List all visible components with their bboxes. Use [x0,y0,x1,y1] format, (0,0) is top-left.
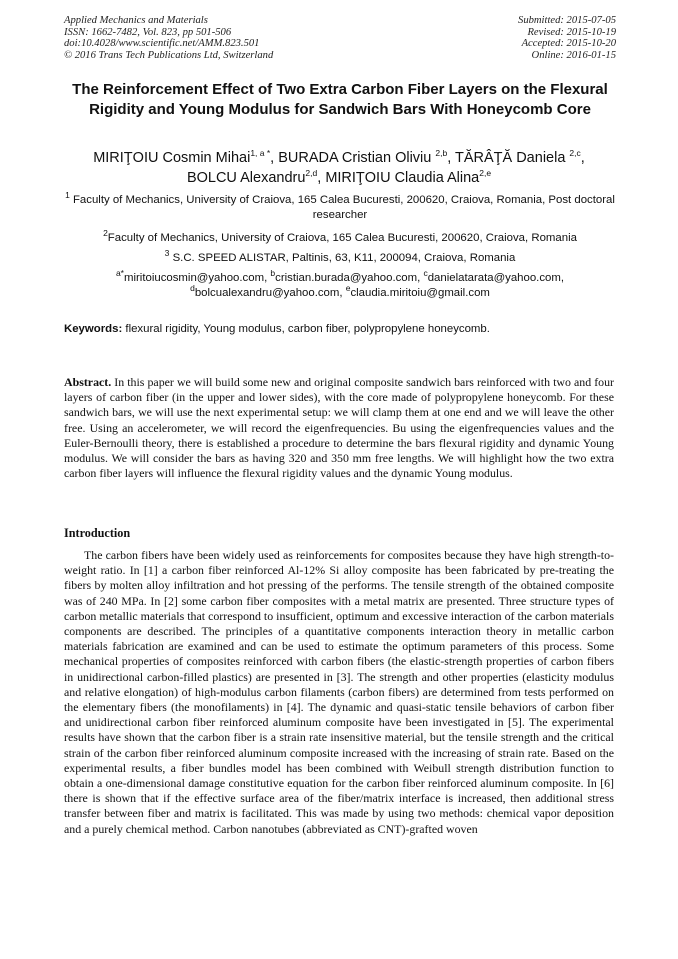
affiliation-number: 1 [65,190,70,201]
date-accepted: Accepted: 2015-10-20 [521,38,616,50]
author-name: MIRIŢOIU Cosmin Mihai [93,150,251,166]
author-name: MIRIŢOIU Claudia Alina [325,170,480,186]
affiliation-text: Faculty of Mechanics, University of Craiova, 165 Calea Bucuresti, 200620, Craiova, Romania [107,232,577,244]
journal-copyright: © 2016 Trans Tech Publications Ltd, Switzerland [64,49,274,61]
author-affiliation-mark: 1, a * [250,148,271,159]
date-submitted: Submitted: 2015-07-05 [518,15,616,26]
author-line-1 [40,148,638,168]
keywords-text: flexural rigidity, Young modulus, carbon fiber, polypropylene honeycomb. [122,323,490,335]
email-line-1 [64,268,616,286]
affiliation-1 [64,190,616,223]
journal-header-right [518,15,616,61]
author-name: BURADA Cristian Oliviu [278,150,436,166]
email-address: cristian.burada@yahoo.com, [275,272,424,284]
journal-header-left [64,15,273,61]
abstract [64,375,614,481]
abstract-label: Abstract. [64,375,112,389]
email-mark: e [345,282,351,293]
author-affiliation-mark: 2,b [435,148,448,159]
affiliation-number: 2 [103,228,108,239]
author-separator: , [270,150,279,166]
introduction-paragraph: The carbon fibers have been widely used as reinforcements for composites because they have high strength-to-weight ratio. In [1] a carbon fiber reinforced Al-12% Si alloy composite has been fabricated by pre-treating the fibers by molten alloy infiltration and hot pressing of the performs. The tensile strength of the obtained composite was of 240 MPa. In [2] some carbon fiber composites with a metal matrix are presented. Three structure types of carbon metallic materials that correspond to insufficient, optimum and excessive interaction of the carbon materials components are described. The principles of a quantitative components interaction theory in metallic carbon materials fabrication are examined and can be used to estimate the optimum parameters of this process. Some mechanical properties of composites reinforced with carbon fibers (the elastic-strength properties of carbon fibers in unidirectional carbon-filled plastics) are presented in [3]. The strength and other properties (elasticity modulus and relative elongation) of high-modulus carbon filaments (carbon fibers) are determined from tests performed on the elementary fibers (the monofilaments) in [4]. The dynamic and quasi-static tensile behaviors of carbon fiber and unidirectional carbon fiber reinforced aluminum composite have been investigated in [5]. The experimental results have shown that the carbon fiber is a strain rate insensitive material, but the tensile strength and the critical strain of the carbon fiber reinforced aluminum composite increased with the increasing of strain rate. Based on the experimental results, a fiber bundles model has been combined with Weibull strength distribution function to obtain a one-dimensional damage constitutive equation for the carbon fiber reinforced aluminum composite. In [6] there is shown that if the effective surface area of the fiber/matrix interface is increased, then additional stress transfer between fiber and matrix is facilitated. This was made by using two methods: chemical vapor deposition and a purely chemical method. Carbon nanotubes (abbreviated as CNT)-grafted woven [64,548,614,836]
date-revised: Revised: 2015-10-19 [527,26,616,38]
abstract-text: In this paper we will build some new and original composite sandwich bars reinforced with two and four layers of carbon fiber (in the upper and lower sides), with the core made of polypropylene honeycomb. For these sandwich bars, we will use the next experimental setup: we will clamp them at one end and we will leave the other free. Using an accelerometer, we will record the eigenfrequencies. Bu using the eigenfrequencies values and the Euler-Bernoulli theory, there is established a procedure to determine the bars flexural rigidity and dynamic Young modulus. We will consider the bars as having 320 and 350 mm free lengths. We will highlight how the two extra carbon fiber layers will influence the flexural rigidity values and the dynamic Young modulus. [64,375,614,481]
journal-doi: doi:10.4028/www.scientific.net/AMM.823.501 [64,38,260,50]
journal-issn: ISSN: 1662-7482, Vol. 823, pp 501-506 [64,26,232,38]
affiliation-number: 3 [164,248,170,259]
email-mark: d [190,282,195,293]
email-address: claudia.miritoiu@gmail.com [350,286,490,299]
journal-name: Applied Mechanics and Materials [64,15,208,26]
date-online: Online: 2016-01-15 [531,49,616,61]
affiliation-3 [64,248,616,266]
email-address: bolcualexandru@yahoo.com, [194,286,346,299]
affiliation-text: Faculty of Mechanics, University of Craiova, 165 Calea Bucuresti, 200620, Craiova, Romania, Post doctoral researcher [69,194,615,221]
affiliation-2 [64,228,616,246]
email-line-2 [64,282,616,301]
author-line-2 [40,168,638,188]
author-affiliation-mark: 2,e [479,168,492,179]
email-mark: b [270,268,276,279]
author-separator: , [447,150,455,166]
email-address: danielatarata@yahoo.com, [427,272,565,284]
author-separator: , [580,150,585,166]
email-mark: a* [115,268,124,279]
author-name: BOLCU Alexandru [186,170,306,186]
author-name: TĂRÂŢĂ Daniela [454,150,570,166]
section-heading-introduction: Introduction [64,526,131,540]
keywords [64,322,624,337]
author-affiliation-mark: 2,d [305,168,318,179]
author-emails [64,268,616,300]
author-list [40,148,638,188]
paper-title: The Reinforcement Effect of Two Extra Carbon Fiber Layers on the Flexural Rigidity and Young Modulus for Sandwich Bars With Honeycomb Core [72,81,608,118]
email-mark: c [423,268,428,279]
affiliation-text: S.C. SPEED ALISTAR, Paltinis, 63, K11, 200094, Craiova, Romania [169,252,516,264]
keywords-label: Keywords: [64,323,123,335]
author-affiliation-mark: 2,c [569,148,581,159]
email-address: miritoiucosmin@yahoo.com, [124,272,271,284]
author-separator: , [317,170,326,186]
